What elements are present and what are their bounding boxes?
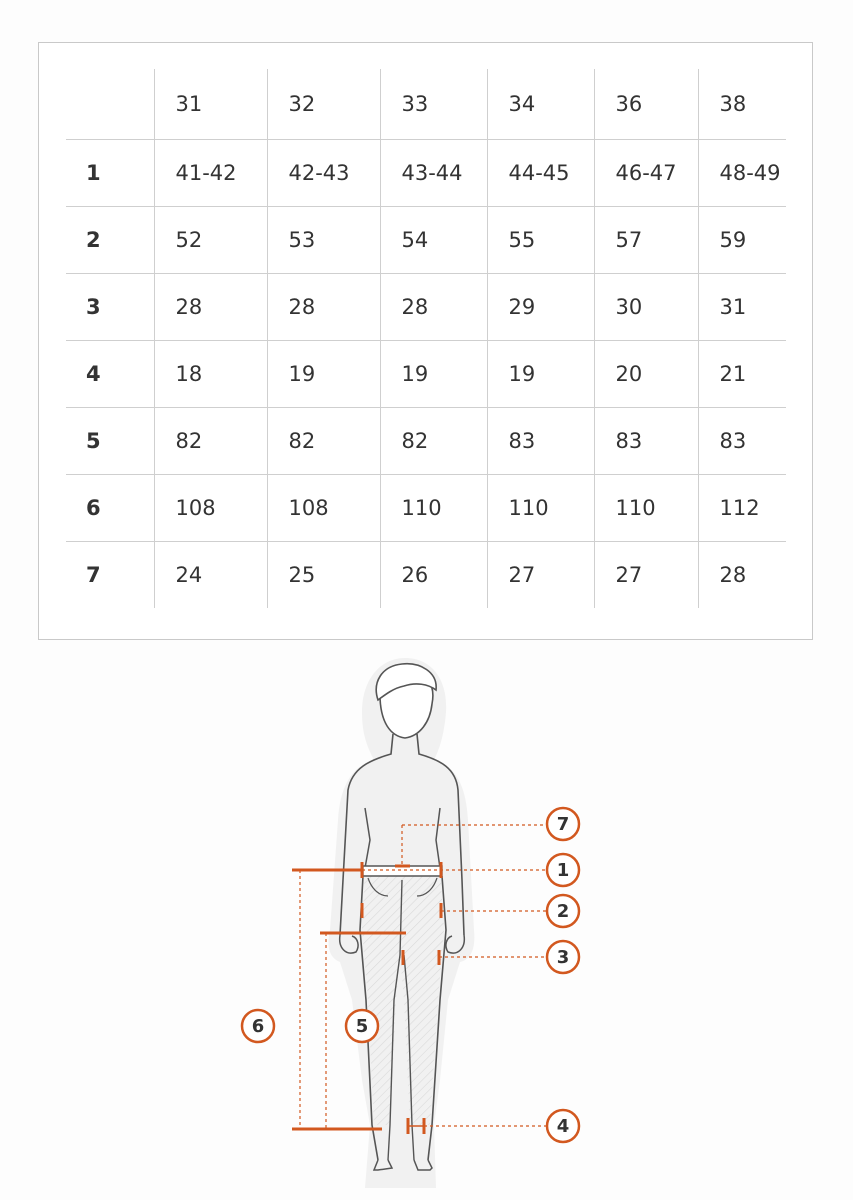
- table-cell: 48-49: [698, 139, 786, 206]
- measurement-row: [66, 474, 786, 541]
- measurement-row: [66, 206, 786, 273]
- table-cell: 21: [698, 340, 786, 407]
- measurement-row: [66, 407, 786, 474]
- table-cell: 108: [154, 474, 267, 541]
- marker-label: 3: [556, 947, 570, 968]
- marker-1: [547, 854, 579, 886]
- table-cell: 43-44: [380, 139, 487, 206]
- marker-label: 5: [355, 1016, 369, 1037]
- table-cell: 57: [594, 206, 698, 273]
- marker-3: [547, 941, 579, 973]
- measurement-row: [66, 541, 786, 608]
- table-cell: 27: [594, 541, 698, 608]
- size-header: 34: [487, 69, 594, 139]
- table-cell: 28: [267, 273, 380, 340]
- size-header: 38: [698, 69, 786, 139]
- marker-label: 7: [556, 814, 570, 835]
- marker-7: [547, 808, 579, 840]
- table-cell: 83: [698, 407, 786, 474]
- size-header: 31: [154, 69, 267, 139]
- row-label: 5: [66, 407, 154, 474]
- table-cell: 28: [698, 541, 786, 608]
- size-header: 33: [380, 69, 487, 139]
- size-table: [66, 69, 786, 608]
- table-cell: 24: [154, 541, 267, 608]
- row-label: 6: [66, 474, 154, 541]
- size-header: 36: [594, 69, 698, 139]
- table-cell: 52: [154, 206, 267, 273]
- table-cell: 41-42: [154, 139, 267, 206]
- measurement-row: [66, 273, 786, 340]
- table-cell: 25: [267, 541, 380, 608]
- marker-label: 4: [556, 1116, 570, 1137]
- size-header: 32: [267, 69, 380, 139]
- table-cell: 19: [380, 340, 487, 407]
- table-cell: 110: [380, 474, 487, 541]
- table-cell: 82: [380, 407, 487, 474]
- table-cell: 59: [698, 206, 786, 273]
- marker-label: 1: [556, 860, 570, 881]
- table-cell: 26: [380, 541, 487, 608]
- size-chart-card: [38, 42, 813, 640]
- table-cell: 82: [154, 407, 267, 474]
- marker-5: [346, 1010, 378, 1042]
- row-label: 2: [66, 206, 154, 273]
- marker-2: [547, 895, 579, 927]
- row-label: 1: [66, 139, 154, 206]
- table-cell: 83: [487, 407, 594, 474]
- table-cell: 20: [594, 340, 698, 407]
- table-cell: 83: [594, 407, 698, 474]
- table-cell: 19: [267, 340, 380, 407]
- marker-label: 6: [251, 1016, 265, 1037]
- table-cell: 27: [487, 541, 594, 608]
- marker-label: 2: [556, 901, 570, 922]
- table-cell: 30: [594, 273, 698, 340]
- measurement-row: [66, 340, 786, 407]
- corner-cell: [66, 69, 154, 139]
- table-cell: 28: [154, 273, 267, 340]
- table-cell: 108: [267, 474, 380, 541]
- body-silhouette: [328, 658, 474, 1188]
- table-cell: 44-45: [487, 139, 594, 206]
- marker-4: [547, 1110, 579, 1142]
- table-cell: 31: [698, 273, 786, 340]
- table-cell: 82: [267, 407, 380, 474]
- row-label: 3: [66, 273, 154, 340]
- row-label: 7: [86, 562, 101, 587]
- table-cell: 54: [380, 206, 487, 273]
- table-cell: 112: [698, 474, 786, 541]
- table-cell: 29: [487, 273, 594, 340]
- row-label: 4: [66, 340, 154, 407]
- table-cell: 42-43: [267, 139, 380, 206]
- measurement-row: [66, 139, 786, 206]
- size-header-row: [66, 69, 786, 139]
- table-cell: 110: [594, 474, 698, 541]
- table-cell: 28: [380, 273, 487, 340]
- table-cell: 19: [487, 340, 594, 407]
- table-cell: 46-47: [594, 139, 698, 206]
- table-cell: 18: [154, 340, 267, 407]
- marker-6: [242, 1010, 274, 1042]
- measurement-diagram: [0, 650, 853, 1200]
- table-cell: 110: [487, 474, 594, 541]
- table-cell: 55: [487, 206, 594, 273]
- table-cell: 53: [267, 206, 380, 273]
